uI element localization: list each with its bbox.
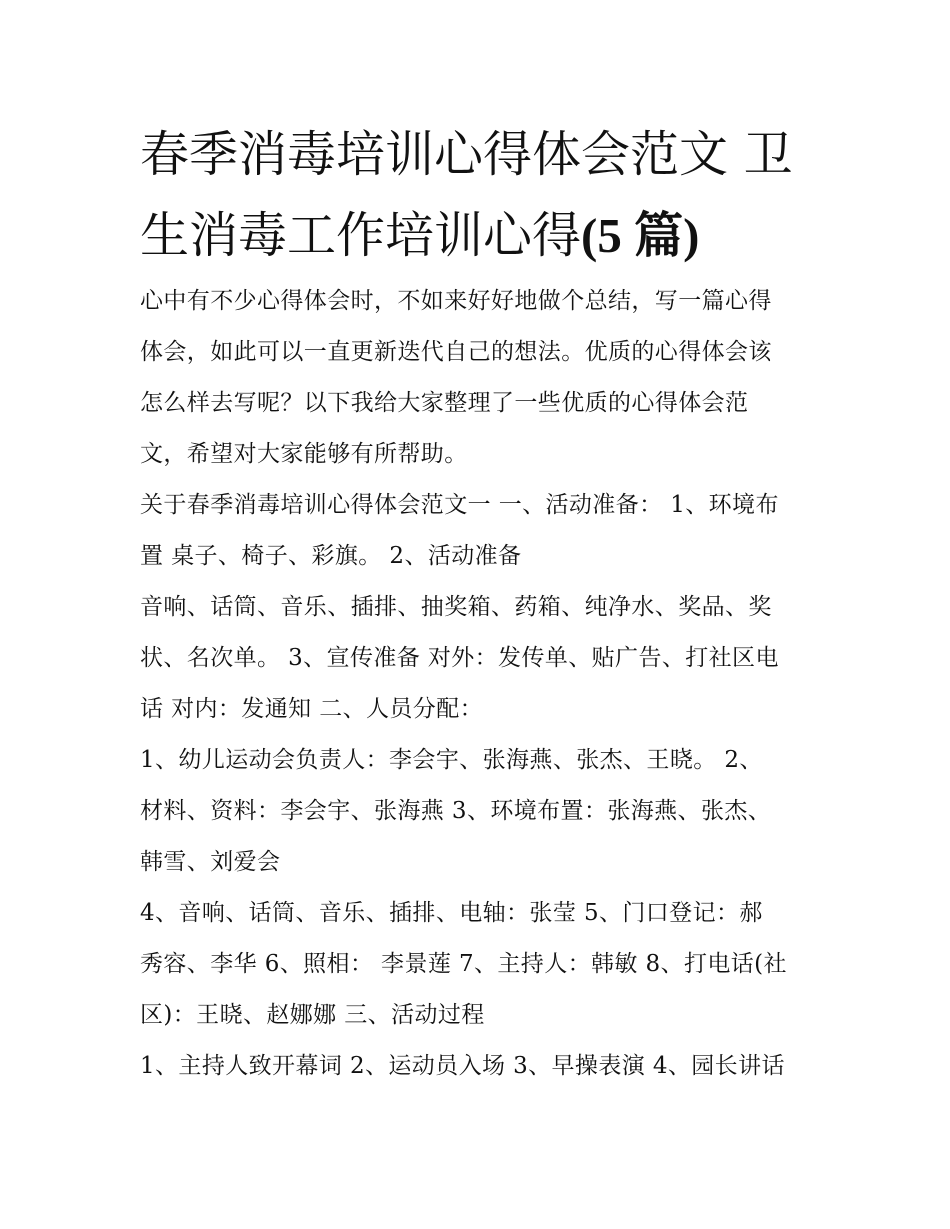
paragraph-intro	[140, 276, 820, 480]
document-title	[140, 114, 820, 276]
paragraph-staff-2	[140, 888, 820, 1041]
paragraph-equipment	[140, 582, 820, 735]
title-line-1: 春季消毒培训心得体会范文 卫	[140, 126, 793, 183]
paragraph-line: 音响、话筒、音乐、插排、抽奖箱、药箱、纯净水、奖品、奖	[140, 594, 772, 620]
paragraph-line: 区)：王晓、赵娜娜 三、活动过程	[140, 1002, 485, 1028]
paragraph-line: 关于春季消毒培训心得体会范文一 一、活动准备： 1、环境布	[140, 492, 779, 518]
paragraph-line: 秀容、李华 6、照相： 李景莲 7、主持人：韩敏 8、打电话(社	[140, 951, 787, 977]
paragraph-line: 1、主持人致开幕词 2、运动员入场 3、早操表演 4、园长讲话	[140, 1053, 785, 1079]
paragraph-activity-prep	[140, 480, 820, 582]
paragraph-process	[140, 1041, 820, 1092]
paragraph-line: 韩雪、刘爱会	[140, 849, 281, 875]
paragraph-staff-1	[140, 735, 820, 888]
paragraph-line: 置 桌子、椅子、彩旗。 2、活动准备	[140, 543, 522, 569]
paragraph-line: 心中有不少心得体会时，不如来好好地做个总结，写一篇心得	[140, 288, 772, 314]
title-line-2-count: (5 篇)	[581, 208, 700, 263]
paragraph-line: 文，希望对大家能够有所帮助。	[140, 441, 468, 467]
paragraph-line: 1、幼儿运动会负责人：李会宇、张海燕、张杰、王晓。 2、	[140, 747, 763, 773]
paragraph-line: 状、名次单。 3、宣传准备 对外：发传单、贴广告、打社区电	[140, 645, 779, 671]
paragraph-line: 怎么样去写呢？以下我给大家整理了一些优质的心得体会范	[140, 390, 749, 416]
paragraph-line: 4、音响、话筒、音乐、插排、电轴：张莹 5、门口登记：郝	[140, 900, 763, 926]
title-line-2-main: 生消毒工作培训心得	[140, 207, 582, 264]
document-body	[140, 276, 820, 1092]
paragraph-line: 体会，如此可以一直更新迭代自己的想法。优质的心得体会该	[140, 339, 772, 365]
paragraph-line: 材料、资料：李会宇、张海燕 3、环境布置：张海燕、张杰、	[140, 798, 772, 824]
title-line-2	[140, 195, 820, 276]
paragraph-line: 话 对内：发通知 二、人员分配：	[140, 696, 484, 722]
